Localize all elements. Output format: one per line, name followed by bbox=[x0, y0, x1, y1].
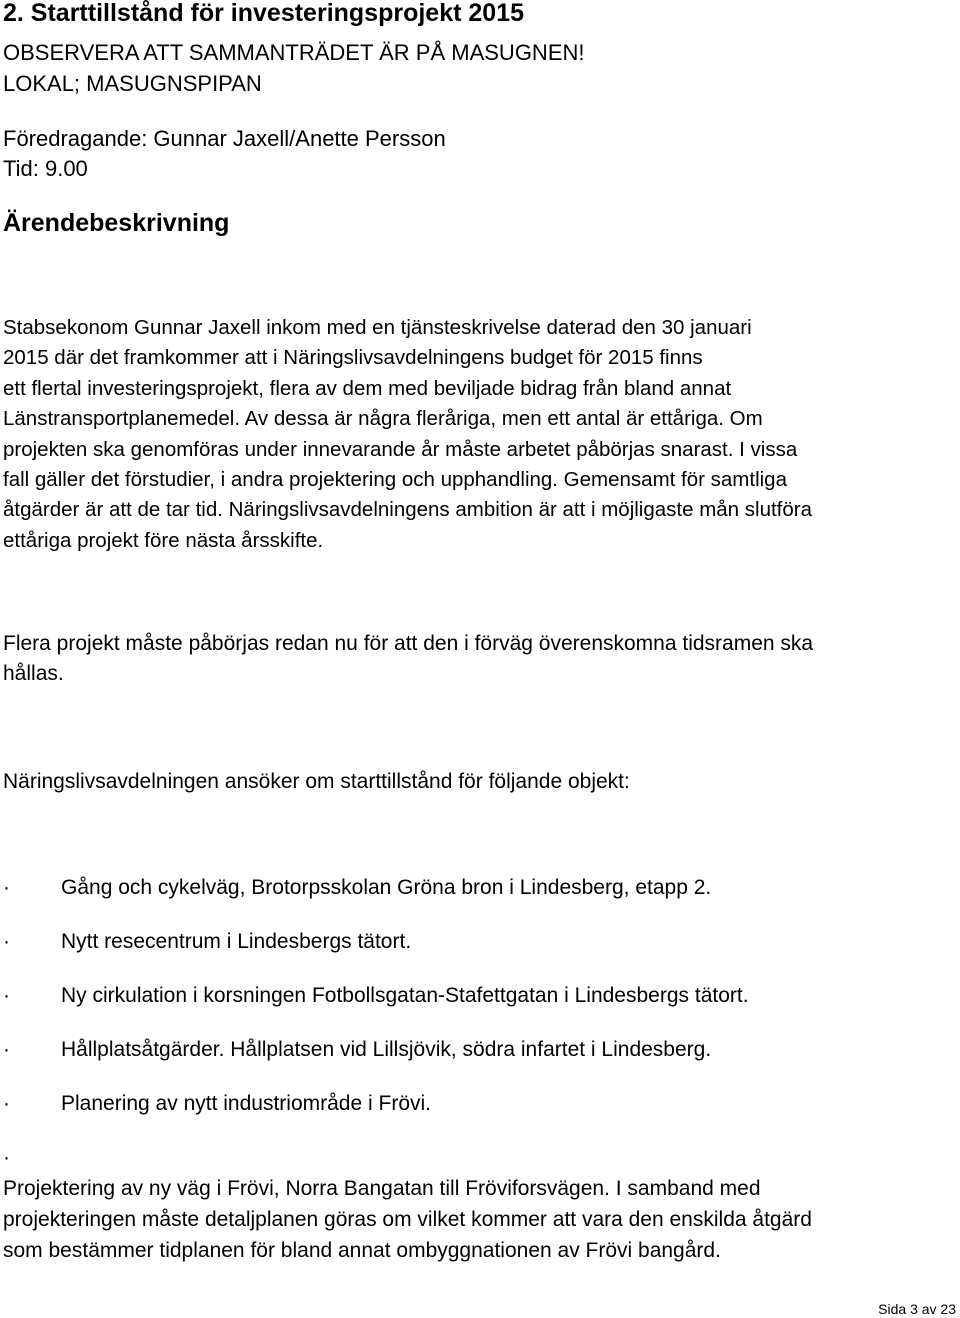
list-item-text: Nytt resecentrum i Lindesbergs tätort. bbox=[61, 930, 412, 953]
bullet-marker: · bbox=[3, 930, 10, 953]
paragraph-line: ettåriga projekt före nästa årsskifte. bbox=[3, 528, 324, 552]
bullet-marker: · bbox=[3, 984, 10, 1007]
list-item bbox=[3, 873, 711, 903]
paragraph-line: åtgärder är att de tar tid. Näringslivsavdelningens ambition är att i möjligaste mån slutföra bbox=[3, 498, 813, 522]
paragraph-line: hållas. bbox=[3, 662, 64, 685]
list-item bbox=[3, 927, 411, 957]
bullet-marker: · bbox=[3, 876, 10, 899]
list-item bbox=[3, 1035, 711, 1065]
list-item bbox=[3, 1089, 431, 1119]
page-number: Sida 3 av 23 bbox=[878, 1301, 956, 1317]
paragraph-case-description bbox=[3, 313, 812, 556]
bullet-marker: · bbox=[3, 1092, 10, 1115]
list-item bbox=[3, 981, 749, 1011]
notice-line-1: OBSERVERA ATT SAMMANTRÄDET ÄR PÅ MASUGNEN! bbox=[3, 40, 585, 65]
section-heading: Ärendebeskrivning bbox=[3, 209, 230, 237]
list-item-line: som bestämmer tidplanen för bland annat ombyggnationen av Frövi bangård. bbox=[3, 1239, 721, 1262]
list-item-line bbox=[3, 1142, 812, 1204]
list-item-text: Gång och cykelväg, Brotorpsskolan Gröna bron i Lindesberg, etapp 2. bbox=[61, 876, 712, 899]
paragraph-line: Flera projekt måste påbörjas redan nu för att den i förväg överenskomna tidsramen ska bbox=[3, 632, 814, 655]
bullet-marker: · bbox=[3, 1146, 10, 1169]
list-item-text: Ny cirkulation i korsningen Fotbollsgatan-Stafettgatan i Lindesbergs tätort. bbox=[61, 984, 749, 1007]
paragraph-line: Länstransportplanemedel. Av dessa är några fleråriga, men ett antal är ettåriga. Om bbox=[3, 407, 763, 431]
list-item-text: Planering av nytt industriområde i Frövi. bbox=[61, 1092, 431, 1115]
document-title: 2. Starttillstånd för investeringsprojekt 2015 bbox=[3, 0, 524, 27]
presenter-line: Föredragande: Gunnar Jaxell/Anette Persson bbox=[3, 126, 446, 151]
list-item-line: projekteringen måste detaljplanen göras om vilket kommer att vara den enskilda åtgärd bbox=[3, 1208, 812, 1231]
paragraph-line: ett flertal investeringsprojekt, flera av dem med beviljade bidrag från bland annat bbox=[3, 376, 732, 400]
paragraph-line: Stabsekonom Gunnar Jaxell inkom med en tjänsteskrivelse daterad den 30 januari bbox=[3, 316, 752, 339]
time-line: Tid: 9.00 bbox=[3, 156, 88, 181]
list-item-text: Projektering av ny väg i Frövi, Norra Bangatan till Fröviforsvägen. I samband med bbox=[3, 1177, 761, 1200]
paragraph-application: Näringslivsavdelningen ansöker om starttillstånd för följande objekt: bbox=[3, 770, 630, 793]
notice-line-2: LOKAL; MASUGNSPIPAN bbox=[3, 71, 262, 96]
paragraph-line: projekten ska genomföras under innevarande år måste arbetet påbörjas snarast. I vissa bbox=[3, 437, 798, 461]
bullet-marker: · bbox=[3, 1038, 10, 1061]
list-item-text: Hållplatsåtgärder. Hållplatsen vid Lillsjövik, södra infartet i Lindesberg. bbox=[61, 1038, 712, 1061]
paragraph-timeframe bbox=[3, 629, 813, 689]
paragraph-line: fall gäller det förstudier, i andra projektering och upphandling. Gemensamt för samtliga bbox=[3, 468, 787, 492]
list-item bbox=[3, 1142, 812, 1266]
paragraph-line: 2015 där det framkommer att i Näringslivsavdelningens budget för 2015 finns bbox=[3, 346, 703, 370]
